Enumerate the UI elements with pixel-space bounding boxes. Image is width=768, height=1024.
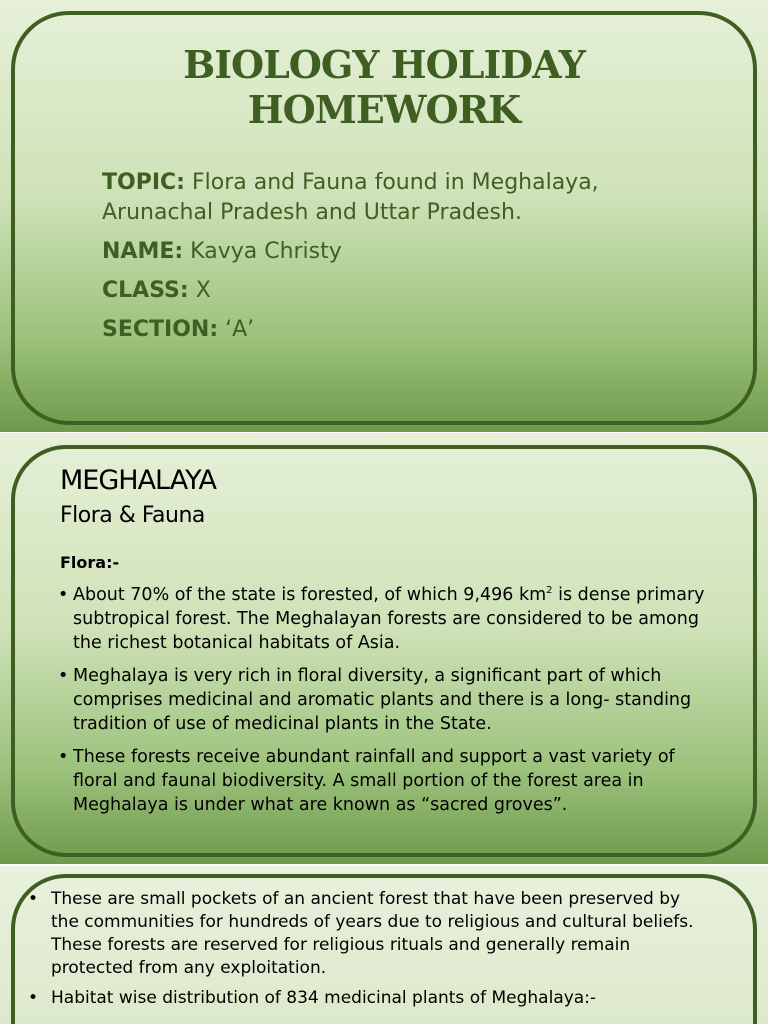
list-item: • These are small pockets of an ancient forest that have been preserved by the communities for hundreds of years due to religious and cultural beliefs. These forests are reserved for religious rituals and generally remain protected from any exploitation. [28, 888, 708, 980]
title-line-2: HOMEWORK [247, 87, 521, 132]
class-label: CLASS: [102, 278, 189, 303]
slide-title [0, 42, 768, 132]
section-label: SECTION: [102, 317, 219, 342]
topic-value: Flora and Fauna found in Meghalaya, Arunachal Pradesh and Uttar Pradesh. [102, 170, 599, 225]
section-line [102, 315, 254, 345]
slide-subheading: Flora & Fauna [60, 503, 205, 528]
meghalaya-slide [0, 433, 768, 864]
bullet-list [28, 888, 708, 1017]
section-value: ‘A’ [225, 317, 255, 342]
slide-heading: MEGHALAYA [60, 465, 216, 496]
name-label: NAME: [102, 239, 184, 264]
flora-label: Flora:- [60, 553, 120, 572]
topic-line [102, 168, 702, 228]
list-item: • These forests receive abundant rainfall and support a vast variety of floral and faunal biodiversity. A small portion of the forest area in Meghalaya is under what are known as “sacred groves”. [58, 745, 718, 817]
class-line [102, 276, 211, 306]
title-line-1: BIOLOGY HOLIDAY [183, 42, 585, 87]
list-item: • Habitat wise distribution of 834 medicinal plants of Meghalaya:- [28, 987, 708, 1010]
class-value: X [195, 278, 211, 303]
name-value: Kavya Christy [190, 239, 342, 264]
title-slide [0, 0, 768, 432]
superscript: 2 [546, 585, 553, 597]
sacred-groves-slide [0, 866, 768, 1024]
bullet-text: About 70% of the state is forested, of which 9,496 km [73, 585, 547, 605]
topic-label: TOPIC: [102, 170, 185, 195]
bullet-text: is dense primary subtropical forest. The Meghalayan forests are considered to be among the richest botanical habitats of Asia. [73, 585, 705, 653]
list-item: • Meghalaya is very rich in floral diversity, a significant part of which comprises medicinal and aromatic plants and there is a long- standing tradition of use of medicinal plants in the State. [58, 664, 718, 736]
list-item [58, 583, 718, 655]
name-line [102, 237, 342, 267]
bullet-list [58, 583, 718, 826]
